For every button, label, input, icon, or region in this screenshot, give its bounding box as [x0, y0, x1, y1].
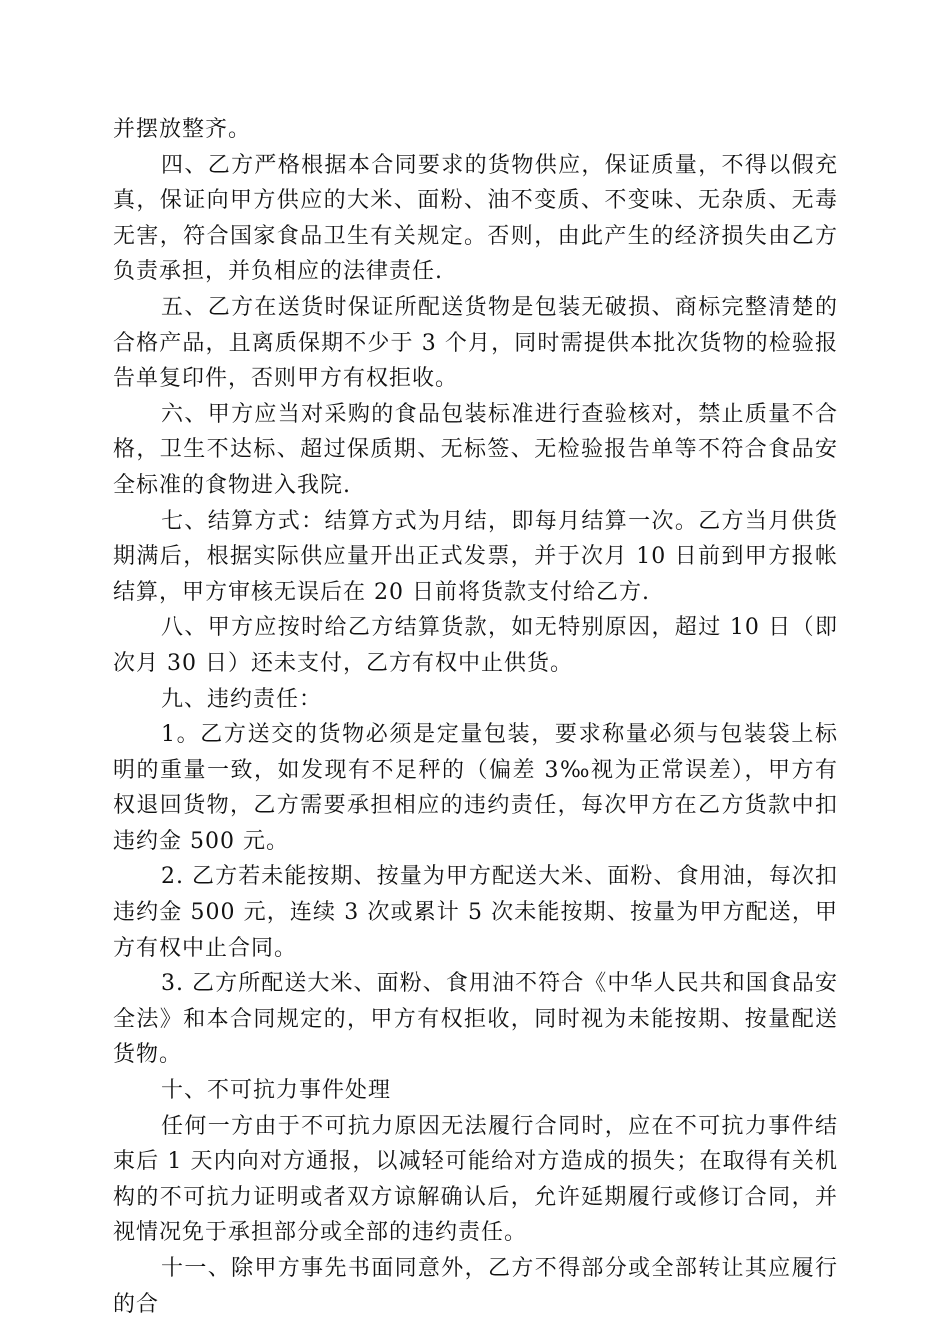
paragraph-clause-6: 六、甲方应当对采购的食品包装标准进行查验核对，禁止质量不合格，卫生不达标、超过保质期、无标签、无检验报告单等不符合食品安全标准的食物进入我院. — [113, 401, 838, 498]
paragraph-clause-8: 八、甲方应按时给乙方结算货款，如无特别原因，超过 10 日（即次月 30 日）还未支付，乙方有权中止供货。 — [113, 615, 838, 676]
paragraph-clause-4: 四、乙方严格根据本合同要求的货物供应，保证质量，不得以假充真，保证向甲方供应的大米、面粉、油不变质、不变味、无杂质、无毒无害，符合国家食品卫生有关规定。否则，由此产生的经济损失由乙方负责承担，并负相应的法律责任. — [113, 152, 838, 285]
paragraph-clause-10-body: 任何一方由于不可抗力原因无法履行合同时，应在不可抗力事件结束后 1 天内向对方通报，以减轻可能给对方造成的损失；在取得有关机构的不可抗力证明或者双方谅解确认后，允许延期履行或修订合同，并视情况免于承担部分或全部的违约责任。 — [113, 1113, 838, 1246]
paragraph-clause-7: 七、结算方式：结算方式为月结，即每月结算一次。乙方当月供货期满后，根据实际供应量开出正式发票，并于次月 10 日前到甲方报帐结算，甲方审核无误后在 20 日前将货款支付给乙方. — [113, 508, 838, 605]
paragraph-clause-5: 五、乙方在送货时保证所配送货物是包装无破损、商标完整清楚的合格产品，且离质保期不少于 3 个月，同时需提供本批次货物的检验报告单复印件，否则甲方有权拒收。 — [113, 294, 838, 392]
paragraph-clause-9-item-2: 2. 乙方若未能按期、按量为甲方配送大米、面粉、食用油，每次扣违约金 500 元，连续 3 次或累计 5 次未能按期、按量为甲方配送，甲方有权中止合同。 — [113, 864, 838, 961]
paragraph-continuation: 并摆放整齐。 — [113, 117, 252, 142]
paragraph-clause-9-item-3: 3. 乙方所配送大米、面粉、食用油不符合《中华人民共和国食品安全法》和本合同规定的，甲方有权拒收，同时视为未能按期、按量配送货物。 — [113, 971, 838, 1068]
paragraph-clause-10-heading: 十、不可抗力事件处理 — [161, 1078, 392, 1104]
document-body — [113, 112, 838, 1322]
paragraph-clause-11: 十一、除甲方事先书面同意外，乙方不得部分或全部转让其应履行的合 — [113, 1256, 838, 1317]
paragraph-clause-9-heading: 九、违约责任： — [161, 686, 323, 712]
paragraph-clause-9-item-1: 1。乙方送交的货物必须是定量包装，要求称量必须与包装袋上标明的重量一致，如发现有不足秤的（偏差 3‰视为正常误差），甲方有权退回货物，乙方需要承担相应的违约责任，每次甲方在乙方货款中扣违约金 500 元。 — [113, 722, 838, 854]
